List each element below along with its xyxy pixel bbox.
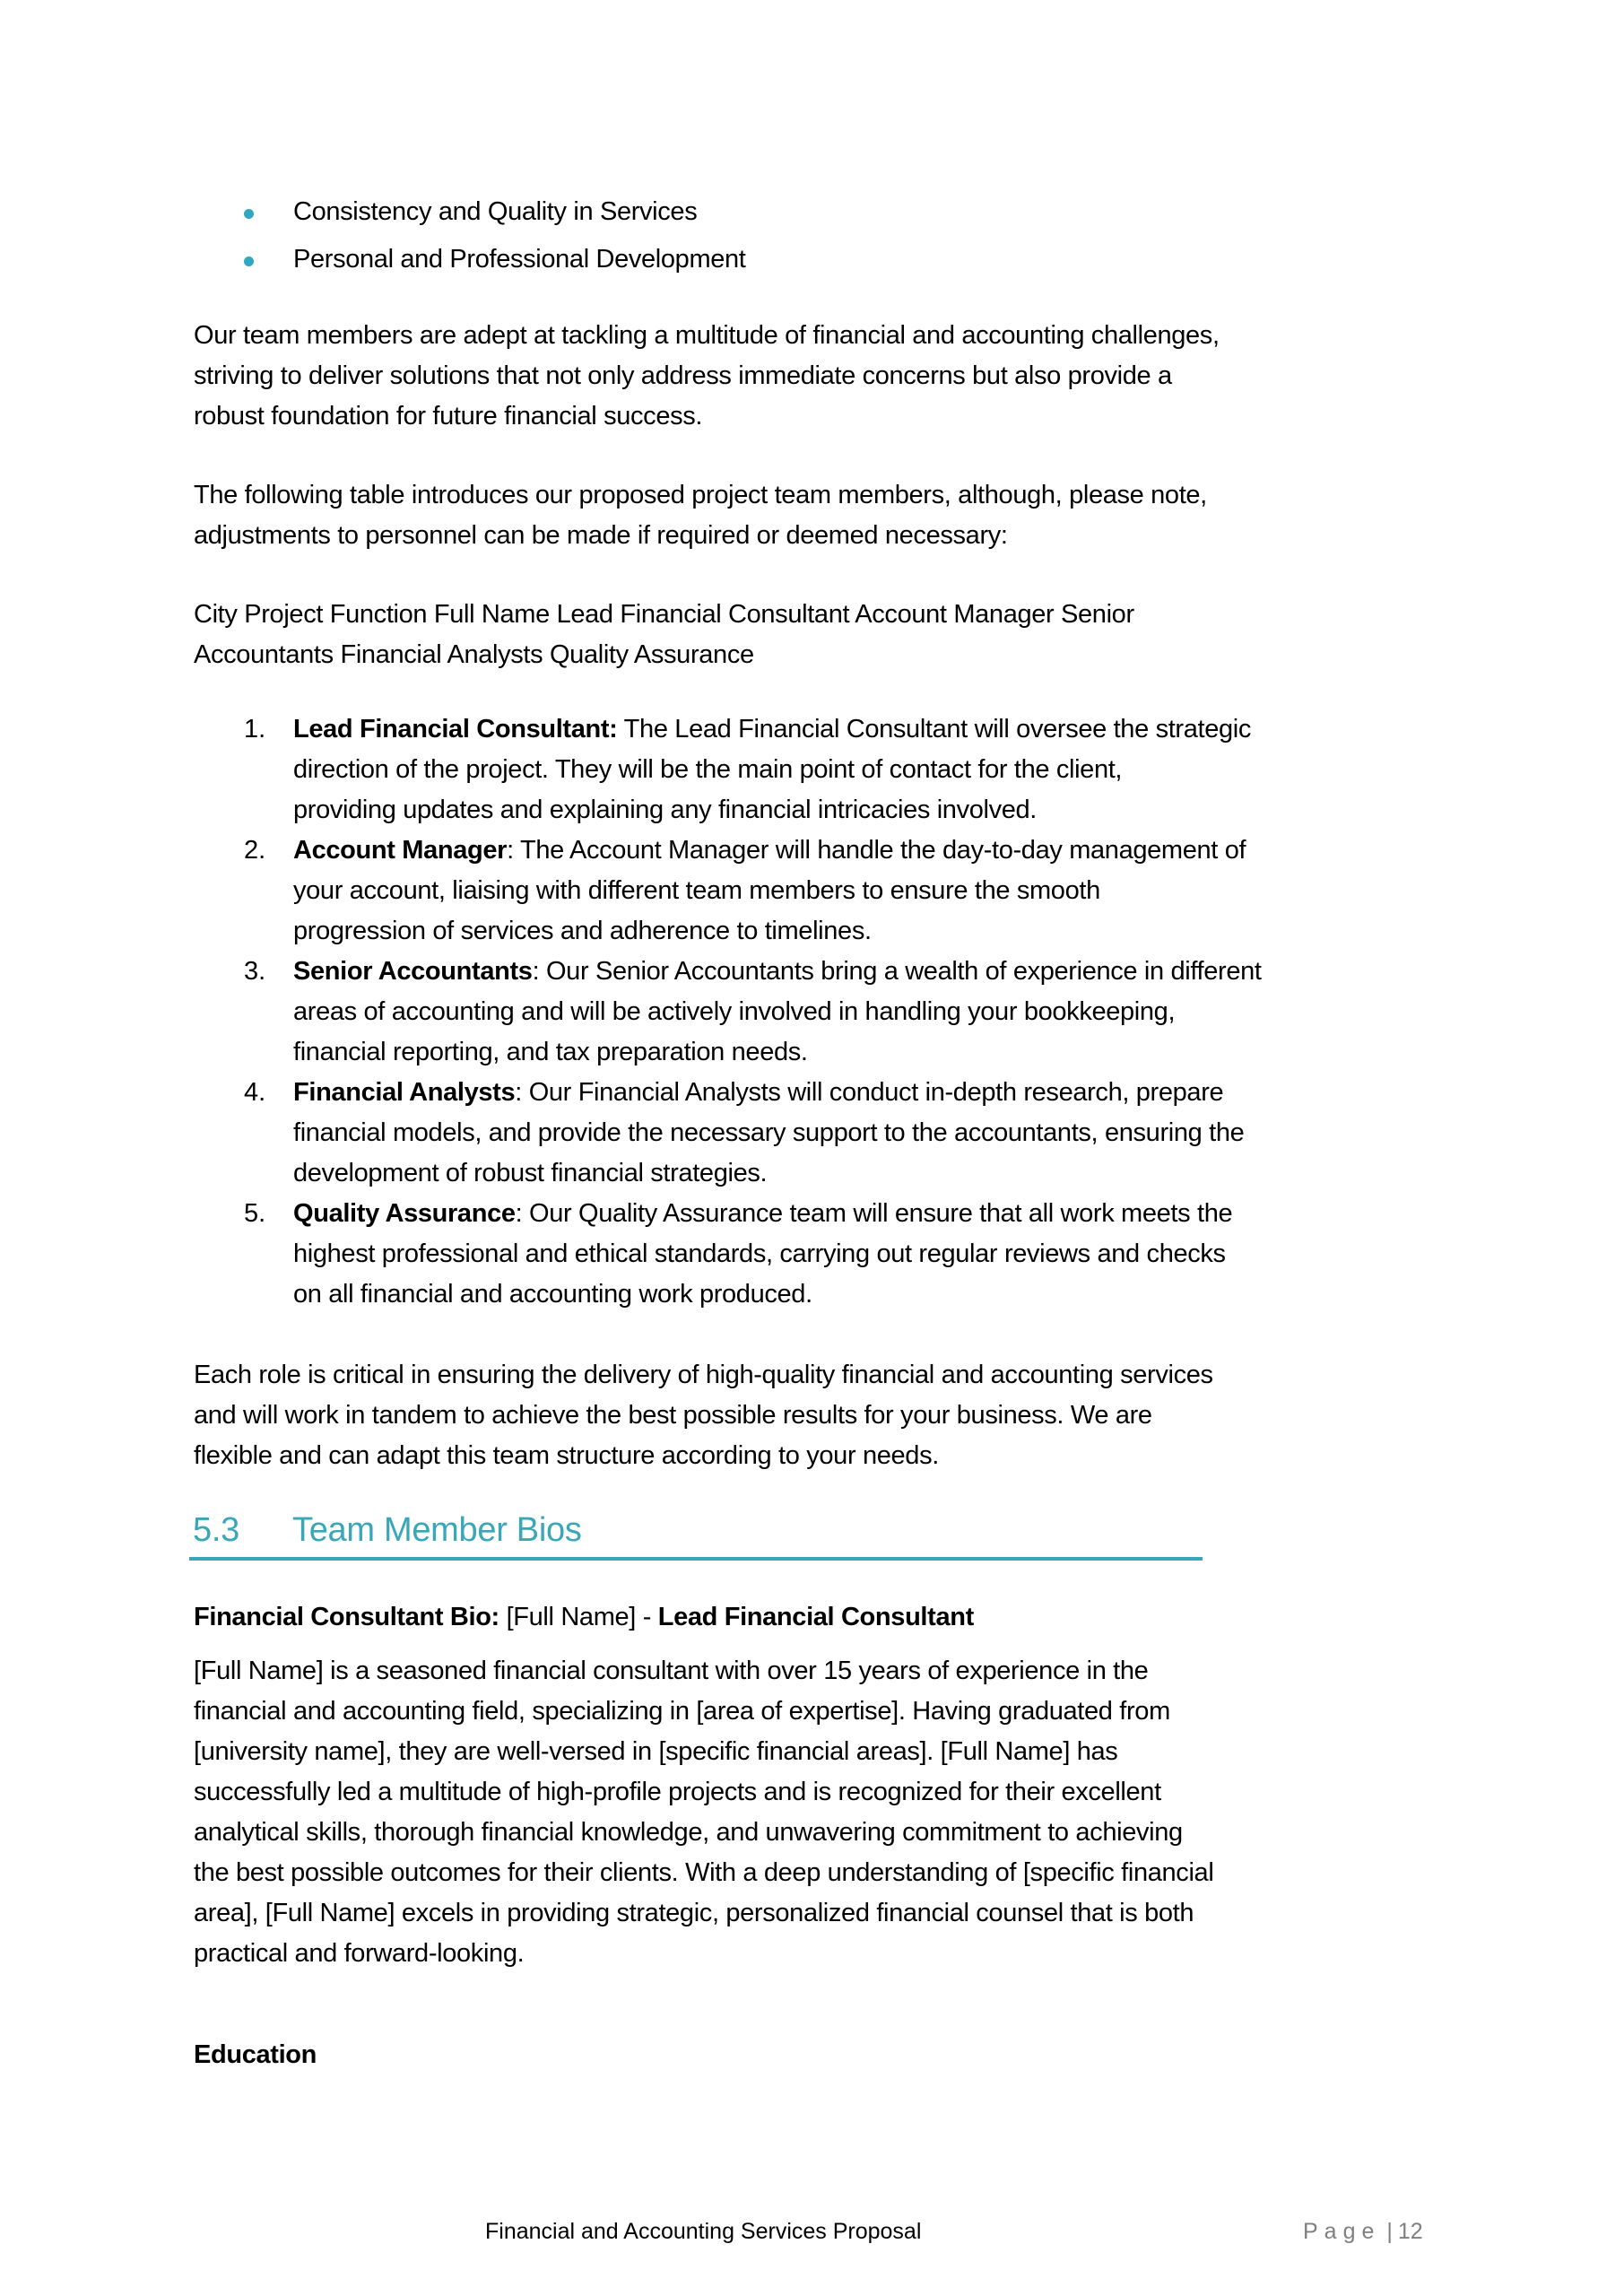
role-line: your account, liaising with different team members to ensure the smooth bbox=[293, 876, 1100, 905]
role-line: financial reporting, and tax preparation needs. bbox=[293, 1038, 808, 1066]
list-number: 3. bbox=[244, 957, 266, 986]
role-line: highest professional and ethical standards, carrying out regular reviews and checks bbox=[293, 1239, 1226, 1268]
role-title: Senior Accountants bbox=[293, 957, 533, 986]
bullet-icon bbox=[244, 209, 254, 219]
role-line: financial models, and provide the necessary support to the accountants, ensuring the bbox=[293, 1118, 1245, 1147]
bio-header bbox=[194, 1604, 974, 1631]
role-description: The Lead Financial Consultant will oversee the strategic bbox=[617, 715, 1252, 744]
paragraph-line: Our team members are adept at tackling a multitude of financial and accounting challenges, bbox=[194, 321, 1220, 350]
bio-header-role: Lead Financial Consultant bbox=[657, 1603, 974, 1631]
list-number: 4. bbox=[244, 1078, 266, 1107]
role-title: Financial Analysts bbox=[293, 1078, 516, 1107]
section-title: Team Member Bios bbox=[292, 1511, 582, 1549]
paragraph-line: adjustments to personnel can be made if required or deemed necessary: bbox=[194, 521, 1008, 550]
role-line: areas of accounting and will be actively involved in handling your bookkeeping, bbox=[293, 997, 1176, 1026]
role-line: development of robust financial strategies. bbox=[293, 1159, 768, 1187]
paragraph-line: flexible and can adapt this team structure according to your needs. bbox=[194, 1441, 939, 1470]
role-line bbox=[293, 837, 1246, 864]
paragraph-line: [university name], they are well-versed in [specific financial areas]. [Full Name] has bbox=[194, 1737, 1118, 1766]
list-number: 2. bbox=[244, 836, 266, 865]
section-number: 5.3 bbox=[193, 1511, 239, 1549]
role-line: direction of the project. They will be the main point of contact for the client, bbox=[293, 755, 1123, 784]
paragraph-line: Each role is critical in ensuring the delivery of high-quality financial and accounting services bbox=[194, 1361, 1213, 1389]
list-number: 5. bbox=[244, 1199, 266, 1228]
paragraph-line: and will work in tandem to achieve the best possible results for your business. We are bbox=[194, 1401, 1152, 1430]
role-line bbox=[293, 716, 1251, 743]
education-heading: Education bbox=[194, 2040, 317, 2069]
role-line bbox=[293, 958, 1262, 985]
page-number: 12 bbox=[1397, 2219, 1423, 2244]
bio-header-name: [Full Name] - bbox=[499, 1603, 658, 1631]
footer-title: Financial and Accounting Services Proposal bbox=[485, 2219, 922, 2244]
bio-header-label: Financial Consultant Bio: bbox=[194, 1603, 499, 1631]
role-line: progression of services and adherence to timelines. bbox=[293, 917, 872, 945]
paragraph-line: practical and forward-looking. bbox=[194, 1939, 525, 1968]
role-description: : The Account Manager will handle the day-to-day management of bbox=[507, 836, 1246, 865]
paragraph-line: area], [Full Name] excels in providing strategic, personalized financial counsel that is both bbox=[194, 1899, 1194, 1927]
bullet-icon bbox=[244, 257, 254, 266]
role-description: : Our Financial Analysts will conduct in-depth research, prepare bbox=[515, 1078, 1224, 1107]
section-divider bbox=[189, 1557, 1203, 1561]
bullet-item: Personal and Professional Development bbox=[293, 245, 746, 274]
role-title: Quality Assurance bbox=[293, 1199, 516, 1228]
role-description: : Our Quality Assurance team will ensure that all work meets the bbox=[515, 1199, 1233, 1228]
role-line bbox=[293, 1200, 1232, 1227]
role-description: : Our Senior Accountants bring a wealth of experience in different bbox=[532, 957, 1262, 986]
table-text-line: City Project Function Full Name Lead Financial Consultant Account Manager Senior bbox=[194, 600, 1134, 629]
page-separator: | bbox=[1386, 2219, 1393, 2244]
paragraph-line: [Full Name] is a seasoned financial consultant with over 15 years of experience in the bbox=[194, 1657, 1149, 1685]
paragraph-line: striving to deliver solutions that not only address immediate concerns but also provide a bbox=[194, 361, 1172, 390]
paragraph-line: analytical skills, thorough financial knowledge, and unwavering commitment to achieving bbox=[194, 1818, 1183, 1847]
paragraph-line: robust foundation for future financial success. bbox=[194, 402, 703, 430]
role-line: on all financial and accounting work produced. bbox=[293, 1280, 812, 1309]
page-label: Page bbox=[1303, 2219, 1381, 2244]
role-title: Lead Financial Consultant: bbox=[293, 715, 618, 744]
paragraph-line: financial and accounting field, specializing in [area of expertise]. Having graduated from bbox=[194, 1697, 1170, 1726]
role-title: Account Manager bbox=[293, 836, 508, 865]
paragraph-line: The following table introduces our proposed project team members, although, please note, bbox=[194, 481, 1207, 509]
table-text-line: Accountants Financial Analysts Quality Assurance bbox=[194, 640, 754, 669]
role-line bbox=[293, 1079, 1223, 1106]
paragraph-line: successfully led a multitude of high-profile projects and is recognized for their excellent bbox=[194, 1778, 1161, 1806]
role-line: providing updates and explaining any financial intricacies involved. bbox=[293, 796, 1038, 824]
paragraph-line: the best possible outcomes for their clients. With a deep understanding of [specific financial bbox=[194, 1858, 1214, 1887]
page-indicator bbox=[1303, 2220, 1423, 2243]
list-number: 1. bbox=[244, 715, 266, 744]
bullet-item: Consistency and Quality in Services bbox=[293, 197, 698, 226]
